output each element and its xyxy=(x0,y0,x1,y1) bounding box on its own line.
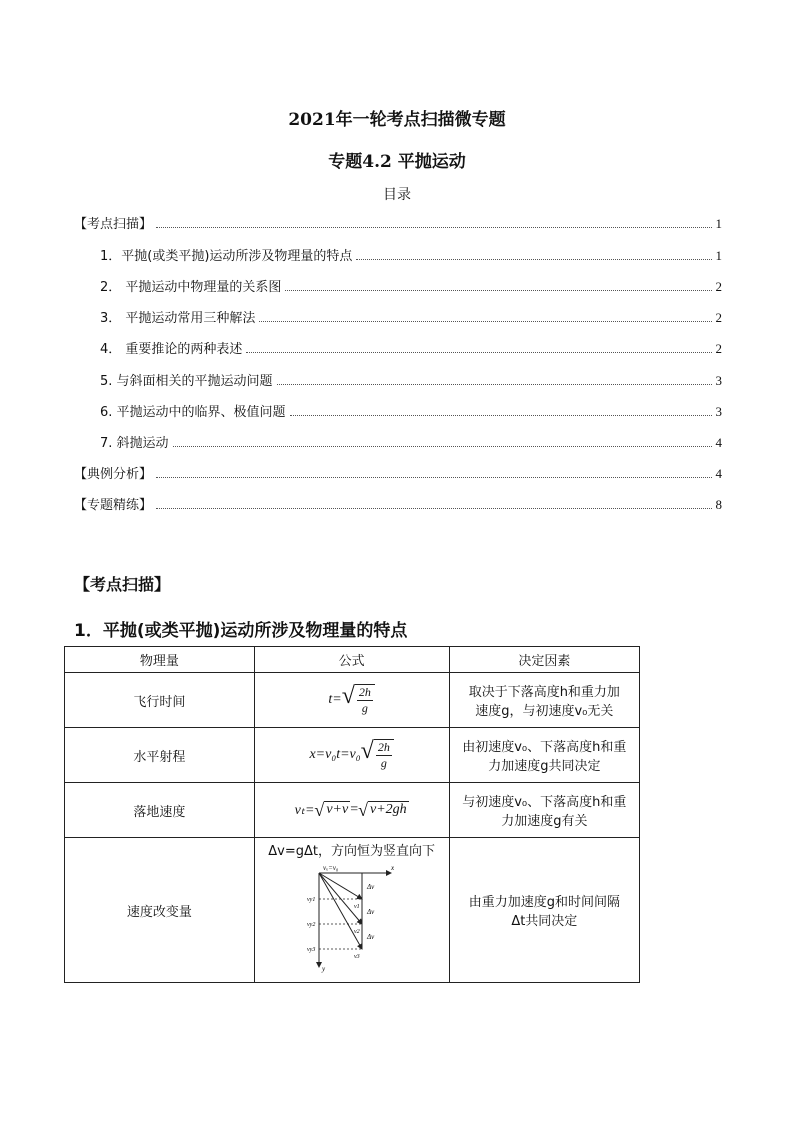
toc-page-number: 3 xyxy=(715,404,722,419)
quantity-cell: 水平射程 xyxy=(65,728,255,783)
fraction-numerator: 2h xyxy=(358,685,371,699)
velocity-vector-diagram xyxy=(307,861,397,973)
velocity-vector-v2 xyxy=(319,873,362,924)
formula-text: = xyxy=(350,802,359,817)
fraction-denominator: g xyxy=(380,756,387,770)
diagram-label: Δv xyxy=(366,933,374,941)
factor-text: 速度g，与初速度v₀无关 xyxy=(475,704,614,719)
table-row xyxy=(65,673,640,728)
document-subtitle: 专题4.2 平抛运动 xyxy=(328,152,466,172)
table-row xyxy=(65,838,640,983)
sqrt-symbol: √ v+2gh xyxy=(358,800,407,820)
formula-text: vₜ= xyxy=(294,802,315,818)
sqrt-symbol: √ v+v xyxy=(314,800,349,820)
diagram-label: y xyxy=(321,965,325,973)
toc-item[interactable] xyxy=(74,277,722,295)
toc-item-label: 4． 重要推论的两种表述 xyxy=(100,342,243,357)
toc-item-label: 【典例分析】 xyxy=(74,467,153,482)
toc-item-label: 1．平抛(或类平抛)运动所涉及物理量的特点 xyxy=(100,249,353,264)
sqrt-symbol: √ $\frac{2h}{g}$ xyxy=(342,684,375,716)
diagram-label: vy3 xyxy=(306,947,315,953)
toc-leader xyxy=(156,477,711,478)
toc-page-number: 2 xyxy=(715,310,722,325)
fraction-numerator: 2h xyxy=(377,740,390,754)
toc-page-number: 4 xyxy=(715,466,722,481)
table-header-row xyxy=(65,647,640,673)
toc-item-label: 6. 平抛运动中的临界、极值问题 xyxy=(100,405,286,420)
toc-page-number: 1 xyxy=(715,248,722,263)
factor-text: 由初速度v₀、下落高度h和重 xyxy=(462,740,627,755)
diagram-label: v2 xyxy=(353,929,360,935)
toc-item[interactable] xyxy=(74,339,722,357)
toc-page-number: 8 xyxy=(715,497,722,512)
diagram-label: vy2 xyxy=(306,922,315,928)
velocity-vector-v1 xyxy=(319,873,362,899)
toc-leader xyxy=(173,446,712,447)
toc-leader xyxy=(285,290,711,291)
toc-page-number: 2 xyxy=(715,279,722,294)
toc-item-label: 2． 平抛运动中物理量的关系图 xyxy=(100,280,282,295)
toc-leader xyxy=(246,352,711,353)
toc-page-number: 2 xyxy=(715,341,722,356)
physics-quantities-table xyxy=(64,646,640,983)
velocity-vector-v3 xyxy=(319,873,362,949)
factor-text: 由重力加速度g和时间间隔 xyxy=(468,895,620,910)
toc-leader xyxy=(156,508,711,509)
formula-text: x=v₀t=v₀ xyxy=(309,747,361,762)
column-header: 公式 xyxy=(254,647,449,673)
toc-heading: 目录 xyxy=(383,187,411,203)
toc-item[interactable] xyxy=(74,464,722,482)
toc-page-number: 1 xyxy=(715,216,722,231)
diagram-label: v3 xyxy=(353,954,360,960)
quantity-cell: 速度改变量 xyxy=(65,838,255,983)
factor-cell xyxy=(449,783,639,838)
diagram-label: v1 xyxy=(353,904,360,910)
formula-text: v+v xyxy=(326,802,349,817)
toc-item[interactable] xyxy=(74,308,722,326)
formula-text: v+2gh xyxy=(369,802,407,817)
factor-text: 取决于下落高度h和重力加 xyxy=(468,685,620,700)
diagram-label: Δv xyxy=(366,908,374,916)
factor-text: 力加速度g有关 xyxy=(501,814,588,829)
factor-cell xyxy=(449,673,639,728)
diagram-label: vy1 xyxy=(306,897,315,903)
flight-time-formula xyxy=(328,684,375,716)
factor-text: 力加速度g共同决定 xyxy=(488,759,601,774)
factor-text: 与初速度v₀、下落高度h和重 xyxy=(462,795,627,810)
diagram-label: vₓ=v₀ xyxy=(322,864,339,872)
diagram-label: Δv xyxy=(366,883,374,891)
toc-item[interactable] xyxy=(74,246,722,264)
toc-item-label: 5. 与斜面相关的平抛运动问题 xyxy=(100,374,273,389)
toc-item[interactable] xyxy=(74,402,722,420)
factor-cell xyxy=(449,838,639,983)
toc-page-number: 3 xyxy=(715,373,722,388)
toc-leader xyxy=(259,321,711,322)
column-header: 决定因素 xyxy=(449,647,639,673)
toc-leader xyxy=(156,227,711,228)
document-title: 2021年一轮考点扫描微专题 xyxy=(288,110,506,130)
quantity-cell: 飞行时间 xyxy=(65,673,255,728)
toc-leader xyxy=(290,415,712,416)
toc-item-label: 7. 斜抛运动 xyxy=(100,436,169,451)
factor-text: Δt共同决定 xyxy=(511,914,578,929)
factor-cell xyxy=(449,728,639,783)
landing-velocity-formula xyxy=(295,801,409,819)
toc-item-label: 3． 平抛运动常用三种解法 xyxy=(100,311,256,326)
quantity-cell: 落地速度 xyxy=(65,783,255,838)
table-row xyxy=(65,728,640,783)
formula-cell xyxy=(254,673,449,728)
toc-page-number: 4 xyxy=(715,435,722,450)
toc-item[interactable] xyxy=(74,495,722,513)
formula-cell xyxy=(254,728,449,783)
section-heading: 【考点扫描】 xyxy=(74,575,171,594)
diagram-label: x xyxy=(390,864,394,872)
column-header: 物理量 xyxy=(65,647,255,673)
velocity-change-formula: Δv=gΔt，方向恒为竖直向下 xyxy=(268,844,436,859)
formula-cell xyxy=(254,838,449,983)
formula-text: t= xyxy=(328,692,342,707)
sqrt-symbol: √ $\frac{2h}{g}$ xyxy=(361,739,394,771)
toc-leader xyxy=(356,259,711,260)
sub-section-heading: 1．平抛(或类平抛)运动所涉及物理量的特点 xyxy=(74,621,408,641)
toc-item[interactable] xyxy=(74,433,722,451)
formula-cell xyxy=(254,783,449,838)
toc-item[interactable] xyxy=(74,214,722,232)
fraction-denominator: g xyxy=(361,701,368,715)
table-row xyxy=(65,783,640,838)
toc-item[interactable] xyxy=(74,371,722,389)
range-formula xyxy=(309,739,393,771)
toc-item-label: 【专题精练】 xyxy=(74,498,153,513)
toc-item-label: 【考点扫描】 xyxy=(74,217,153,232)
toc-leader xyxy=(277,384,712,385)
